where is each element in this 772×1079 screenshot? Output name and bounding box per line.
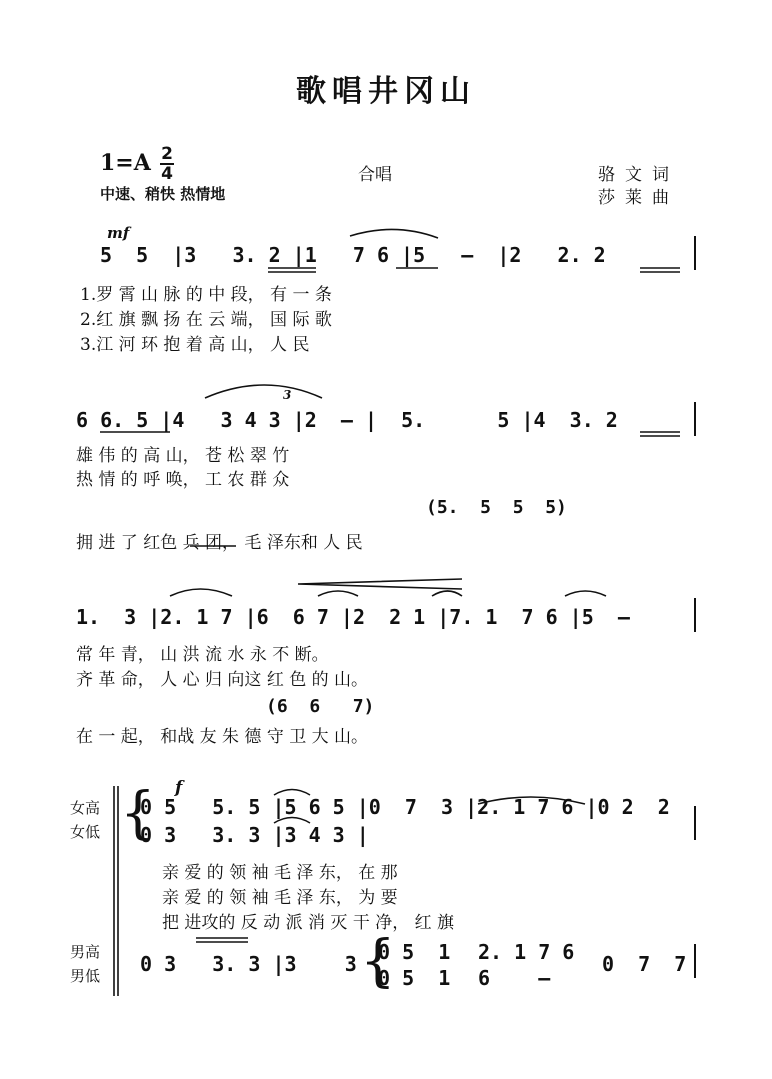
system3-notes: 1. 3 |2. 1 7 |6 6 7 |2 2 1 |7. 1 7 6 |5 –: [76, 605, 630, 629]
part-label-tenor: 男高: [70, 943, 101, 961]
system4-upper-notes-2: 0 3 3. 3 |3 4 3 |: [140, 823, 369, 847]
dynamic-mf: mf: [107, 224, 130, 242]
system4-lyric-2: 亲 爱 的 领 袖 毛 泽 东， 为 要: [162, 888, 398, 908]
system1-lyric-verse1: 1.罗 霄 山 脉 的 中 段， 有 一 条: [80, 285, 332, 305]
system1-lyric-verse3: 3.江 河 环 抱 着 高 山， 人 民: [80, 335, 310, 355]
system4-lower-notes: 0 3 3. 3 |3 3: [140, 952, 357, 976]
dynamic-f: f: [175, 778, 183, 798]
system4-upper-notes-1: 0 5 5. 5 |5 6 5 |0 7 3 |2. 1 7 6 |0 2 2: [140, 795, 670, 819]
meter-top: 2: [161, 144, 173, 164]
system1-notes: 5 5 |3 3. 2 |1 7 6 |5 – |2 2. 2: [100, 243, 606, 267]
system4-lower-div-4: 6 –: [478, 966, 551, 990]
system1-lyric-verse2: 2.红 旗 飘 扬 在 云 端， 国 际 歌: [80, 310, 332, 330]
system4-lower-end: 0 7 7: [602, 952, 687, 976]
system3-lyric-verse2: 齐 革 命， 人 心 归 向这 红 色 的 山。: [76, 670, 369, 690]
slur: [350, 229, 438, 238]
system2-lyric-verse3-text: 拥 进 了 红色 兵 团， 毛 泽东和 人 民: [76, 533, 363, 553]
system4-lyric-1: 亲 爱 的 领 袖 毛 泽 东， 在 那: [162, 863, 398, 883]
slur: [565, 591, 606, 596]
slur: [318, 591, 358, 596]
slur: [170, 589, 232, 596]
system4-lower-div-1: 0 5 1: [378, 940, 451, 964]
system3-alt-notes: (6 6 7): [266, 696, 375, 717]
part-label-soprano: 女高: [70, 799, 101, 817]
meter-bottom: 4: [161, 164, 173, 184]
chorus-label: 合唱: [358, 165, 392, 185]
system2-notes: 6 6. 5 |4 3 4 3 |2 – | 5. 5 |4 3. 2: [76, 408, 618, 432]
tempo-marking: 中速、稍快 热情地: [100, 185, 226, 203]
system4-lower-div-2: 0 5 1: [378, 966, 451, 990]
part-label-bass: 男低: [70, 967, 101, 985]
triplet-mark: 3: [283, 388, 292, 402]
slur: [478, 797, 585, 804]
slur: [274, 790, 310, 796]
lower-brace: {: [360, 929, 396, 994]
page-title: 歌唱井冈山: [296, 74, 476, 109]
slur: [205, 385, 322, 398]
system4-lyric-3: 把 进攻的 反 动 派 消 灭 干 净， 红 旗: [162, 913, 455, 933]
system3-lyric-verse1: 常 年 青， 山 洪 流 水 永 不 断。: [76, 645, 329, 665]
system2-alt-notes: (5. 5 5 5): [426, 497, 567, 518]
composer-credit: 莎莱曲: [598, 188, 679, 208]
part-label-alto: 女低: [70, 823, 101, 841]
upper-brace: {: [120, 781, 156, 846]
slur: [432, 591, 462, 596]
hairpin: [298, 579, 462, 589]
system2-lyric-verse2: 热 情 的 呼 唤， 工 农 群 众: [76, 470, 290, 490]
lyricist-credit: 骆文词: [598, 165, 679, 185]
system2-lyric-verse1: 雄 伟 的 高 山， 苍 松 翠 竹: [76, 446, 290, 466]
system4-lower-div-3: 2. 1 7 6: [478, 940, 575, 964]
system3-lyric-verse3: 在 一 起， 和战 友 朱 德 守 卫 大 山。: [76, 727, 369, 747]
key-signature: 1=A: [100, 150, 151, 176]
slur: [274, 818, 310, 824]
